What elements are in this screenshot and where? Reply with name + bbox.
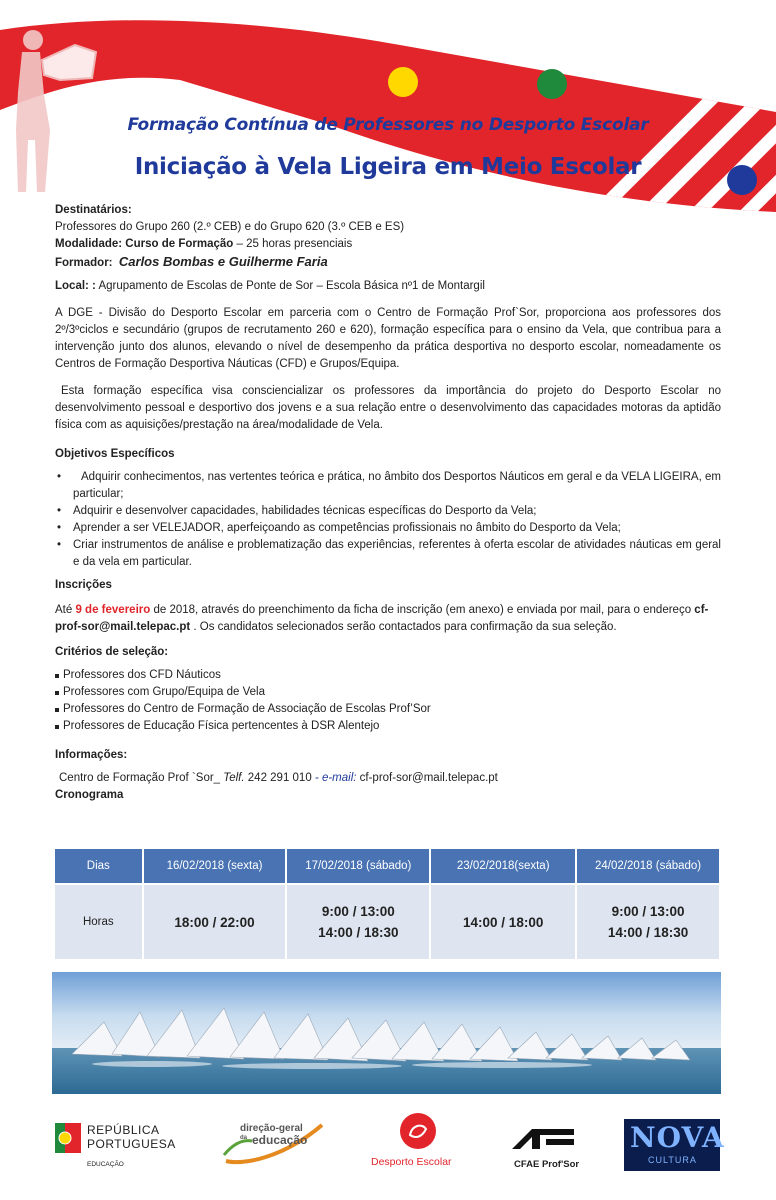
contact-email: cf-prof-sor@mail.telepac.pt	[356, 772, 498, 784]
dge-text-2: da	[240, 1135, 248, 1141]
desporto-escolar-text: Desporto Escolar	[371, 1156, 452, 1168]
intro-paragraph: A DGE - Divisão do Desporto Escolar em parceria com o Centro de Formação Prof`Sor, proporciona aos professores dos 2º/3ºciclos e secundário (grupos de recrutamento 260 e 620), formação específica para o ensino da Vela, que contribua para a intervenção junto dos alunos, elevando o nível de desempenho da prática desportiva no desporto escolar, nomeadamente os Centros de Formação Desportiva Náuticas (CFD) e Grupos/Equipa.	[55, 307, 721, 370]
list-item: • Adquirir conhecimentos, nas vertentes teórica e prática, no âmbito dos Desportos Náuticos em geral e da VELA LIGEIRA, em particular;	[55, 469, 721, 503]
republica-text-2: PORTUGUESA	[87, 1137, 176, 1151]
republica-portuguesa-logo	[55, 1123, 185, 1173]
schedule-table	[53, 847, 721, 961]
table-header-cell: 17/02/2018 (sábado)	[286, 848, 430, 884]
dge-text-3: educação	[252, 1133, 308, 1147]
criterios-heading: Critérios de seleção:	[55, 646, 169, 658]
course-title: Iniciação à Vela Ligeira em Meio Escolar	[134, 154, 642, 180]
list-item: • Adquirir e desenvolver capacidades, habilidades técnicas específicas do Desporto da Vela;	[55, 503, 721, 520]
nova-cultura-logo	[624, 1119, 725, 1171]
inscricoes-text: Até 9 de fevereiro de 2018, através do preenchimento da ficha de inscrição (em anexo) e enviada por mail, para o endereço cf-prof-sor@mail.telepac.pt . Os candidatos selecionados serão contactados para confirmação da sua seleção.	[55, 604, 709, 633]
criterios-list	[55, 667, 721, 735]
portugal-flag-icon	[55, 1123, 81, 1153]
table-cell: 9:00 / 13:00 14:00 / 18:30	[286, 884, 430, 960]
green-dot	[537, 69, 567, 99]
list-item: • Criar instrumentos de análise e problematização das experiências, referentes à oferta escolar de atividades náuticas em geral e da vela em particular.	[55, 537, 721, 571]
deadline-date: 9 de fevereiro	[75, 604, 151, 616]
inscricoes-heading: Inscrições	[55, 579, 112, 591]
modalidade-value: Curso de Formação	[125, 238, 234, 250]
cronograma-heading: Cronograma	[55, 789, 124, 801]
list-item: Professores de Educação Física pertencentes à DSR Alentejo	[55, 718, 721, 735]
table-cell: 9:00 / 13:00 14:00 / 18:30	[576, 884, 720, 960]
table-header-cell: 16/02/2018 (sexta)	[143, 848, 287, 884]
cfae-text: CFAE Prof'Sor	[514, 1159, 580, 1170]
objective-paragraph: Esta formação específica visa consciencializar os professores da importância do projeto do Desporto Escolar no desenvolvimento pessoal e desportivo dos jovens e a sua relação entre o desenvolvimento das capacidades motoras da aptidão física com as aquisições/prestação na área/modalidade de Vela.	[55, 385, 721, 431]
footer-logos	[0, 1105, 776, 1195]
table-header-cell: Dias	[54, 848, 143, 884]
list-item: Professores com Grupo/Equipa de Vela	[55, 684, 721, 701]
informacoes-line: Centro de Formação Prof `Sor_ Telf. 242 291 010 - e-mail: cf-prof-sor@mail.telepac.pt	[59, 772, 498, 784]
republica-text-3: EDUCAÇÃO	[87, 1161, 124, 1168]
modalidade-label: Modalidade:	[55, 238, 123, 250]
desporto-escolar-icon	[398, 1111, 438, 1151]
course-content	[55, 202, 721, 804]
table-header-row	[54, 848, 720, 884]
inscricoes-email: cf-prof-sor@mail.telepac.pt	[55, 604, 709, 633]
course-subtitle: Formação Contínua de Professores no Desporto Escolar	[127, 115, 649, 135]
list-item: Professores do Centro de Formação de Associação de Escolas Prof’Sor	[55, 701, 721, 718]
informacoes-heading: Informações:	[55, 749, 128, 761]
table-cell: 18:00 / 22:00	[143, 884, 287, 960]
formador-name: Carlos Bombas e Guilherme Faria	[118, 254, 328, 269]
cfae-logo	[508, 1119, 588, 1177]
modalidade-rest: – 25 horas presenciais	[233, 238, 353, 250]
local-label: Local: :	[55, 280, 96, 292]
cultura-text: CULTURA	[648, 1155, 697, 1165]
table-header-cell: 23/02/2018(sexta)	[430, 848, 576, 884]
sailing-boats-image	[52, 972, 721, 1094]
destinatarios-text: Professores do Grupo 260 (2.º CEB) e do Grupo 620 (3.º CEB e ES)	[55, 221, 405, 233]
dge-logo	[222, 1119, 326, 1169]
table-row	[54, 884, 720, 960]
local-text: Agrupamento de Escolas de Ponte de Sor – Escola Básica nº1 de Montargil	[95, 280, 485, 292]
republica-text-1: REPÚBLICA	[87, 1123, 160, 1137]
list-item: Professores dos CFD Náuticos	[55, 667, 721, 684]
yellow-dot	[388, 67, 418, 97]
nova-text: NOVA	[630, 1121, 725, 1154]
modalidade-line	[55, 236, 721, 253]
formador-line	[55, 253, 721, 272]
local-line	[55, 278, 721, 295]
list-item: • Aprender a ser VELEJADOR, aperfeiçoando as competências profissionais no âmbito do Desporto da Vela;	[55, 520, 721, 537]
objetivos-list	[55, 469, 721, 571]
table-header-cell: 24/02/2018 (sábado)	[576, 848, 720, 884]
header-banner	[0, 0, 776, 215]
destinatarios-label: Destinatários:	[55, 204, 132, 216]
desporto-escolar-logo	[365, 1111, 475, 1175]
table-cell: Horas	[54, 884, 143, 960]
formador-label: Formador:	[55, 257, 113, 269]
table-cell: 14:00 / 18:00	[430, 884, 576, 960]
cfae-icon	[510, 1119, 580, 1155]
objetivos-heading: Objetivos Específicos	[55, 448, 175, 460]
dge-text-1: direção-geral	[240, 1123, 303, 1134]
